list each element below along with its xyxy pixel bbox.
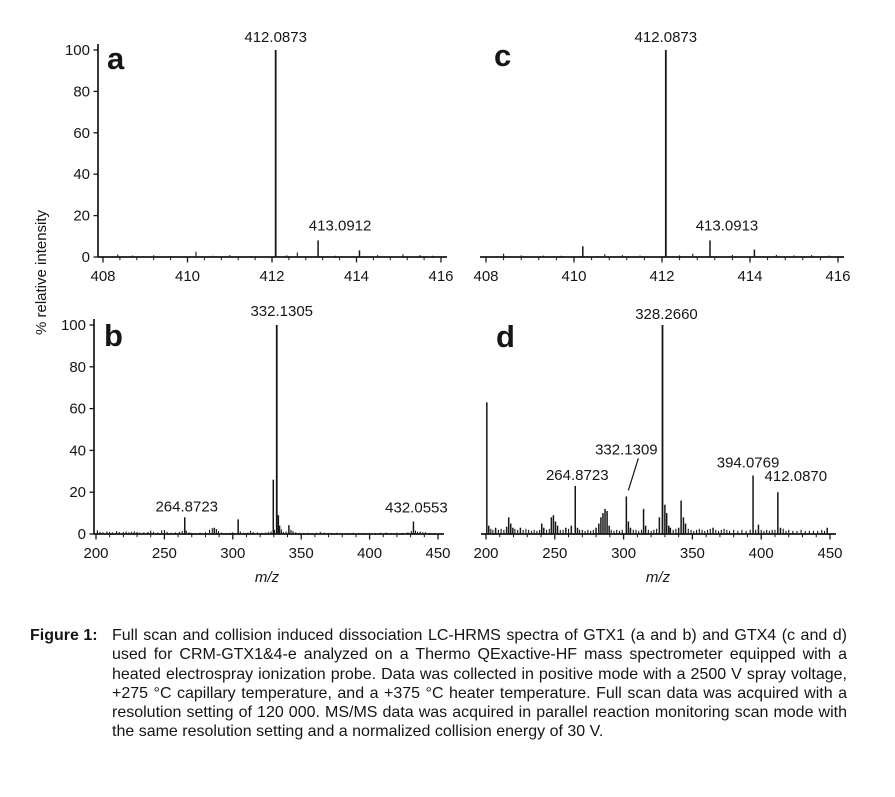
- y-tick-label: 40: [73, 166, 90, 184]
- x-tick-label: 408: [473, 268, 499, 285]
- x-tick-label: 400: [357, 545, 383, 562]
- panel-letter-a: a: [107, 41, 125, 76]
- y-tick-label: 60: [73, 124, 90, 142]
- peak-label: 413.0913: [695, 217, 759, 235]
- spectrum-panel-a: [65, 29, 454, 285]
- x-tick-label: 412: [259, 268, 285, 285]
- x-tick-label: 410: [174, 268, 201, 285]
- peak-label: 264.8723: [155, 498, 219, 516]
- peak-label-leader-line: [628, 458, 638, 490]
- peak-label: 412.0873: [244, 29, 307, 46]
- panel-letter-d: d: [496, 319, 515, 354]
- x-tick-label: 350: [288, 545, 314, 562]
- figure-caption-text: Full scan and collision induced dissociation LC-HRMS spectra of GTX1 (a and b) and GTX4 (c and d) used for CRM-GTX1&4-e analyzed on a Thermo QExactive-HF mass spectrometer equipped with a heated electrospray ionization probe. Data was collected in positive mode with a 2500 V spray voltage, +275 °C capillary temperature, and a +375 °C heater temperature. Full scan data was acquired with a resolution setting of 120 000. MS/MS data was acquired in parallel reaction monitoring scan mode with the same resolution setting and a normalized collision energy of 30 V.: [112, 627, 847, 741]
- peak-label: 332.1305: [250, 303, 314, 320]
- spectrum-panel-c: [473, 29, 850, 285]
- x-tick-label: 450: [817, 545, 843, 562]
- y-tick-label: 40: [69, 442, 86, 460]
- panel-letter-c: c: [494, 38, 512, 73]
- peak-label: 412.0873: [634, 29, 698, 46]
- y-tick-label: 60: [69, 400, 86, 418]
- peak-label: 432.0553: [385, 499, 448, 517]
- x-axis-label: m/z: [645, 569, 671, 586]
- x-tick-label: 400: [748, 545, 774, 562]
- y-tick-label: 0: [81, 249, 90, 266]
- x-tick-label: 250: [151, 545, 177, 562]
- x-tick-label: 412: [649, 268, 675, 285]
- y-tick-label: 100: [60, 317, 86, 334]
- panel-letter-b: b: [104, 318, 123, 353]
- peak-label: 264.8723: [545, 466, 609, 484]
- peak-label: 413.0912: [308, 217, 372, 235]
- x-tick-label: 416: [825, 268, 851, 285]
- peak-label: 394.0769: [716, 454, 780, 472]
- y-tick-label: 100: [64, 42, 90, 59]
- x-axis-label: m/z: [254, 569, 280, 586]
- y-axis-label: % relative intensity: [33, 209, 50, 335]
- spectrum-panel-d: [473, 306, 842, 586]
- y-tick-label: 0: [77, 526, 86, 543]
- x-tick-label: 350: [679, 545, 705, 562]
- x-tick-label: 300: [220, 545, 246, 562]
- x-tick-label: 414: [737, 268, 763, 285]
- peak-label: 328.2660: [635, 306, 698, 323]
- y-tick-label: 80: [69, 358, 86, 376]
- x-tick-label: 410: [561, 268, 587, 285]
- x-tick-label: 408: [90, 268, 116, 285]
- x-tick-label: 416: [428, 268, 454, 285]
- x-tick-label: 300: [611, 545, 637, 562]
- y-tick-label: 80: [73, 83, 90, 101]
- x-tick-label: 450: [425, 545, 451, 562]
- x-tick-label: 250: [542, 545, 568, 562]
- y-tick-label: 20: [69, 484, 86, 502]
- peak-label: 332.1309: [595, 441, 658, 459]
- figure-caption-label: Figure 1:: [30, 627, 98, 644]
- x-tick-label: 200: [473, 545, 499, 562]
- figure-caption: [30, 626, 847, 742]
- spectrum-panel-b: [61, 303, 451, 586]
- x-tick-label: 200: [83, 545, 109, 562]
- peak-label: 412.0870: [764, 468, 828, 486]
- x-tick-label: 414: [343, 268, 370, 285]
- y-tick-label: 20: [73, 207, 90, 225]
